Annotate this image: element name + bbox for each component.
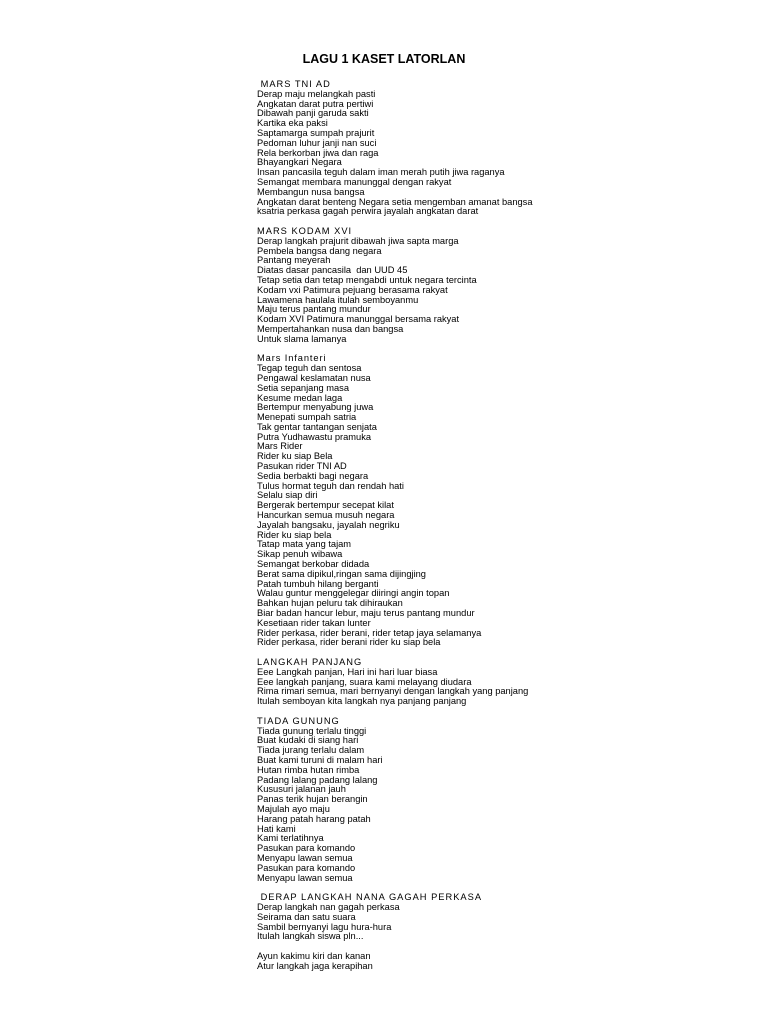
lyric-line: Insan pancasila teguh dalam iman merah putih jiwa raganya — [257, 167, 505, 178]
song-heading: Mars Infanteri — [257, 353, 327, 364]
lyric-line: Hancurkan semua musuh negara — [257, 510, 395, 521]
lyric-line: Menepati sumpah satria — [257, 412, 357, 423]
lyric-line: Pantang meyerah — [257, 255, 331, 266]
lyric-line: Untuk slama lamanya — [257, 333, 347, 344]
lyric-line: Hati kami — [257, 823, 296, 834]
lyric-line: Menyapu lawan semua — [257, 852, 353, 863]
lyric-line: Kodam XVI Patimura manunggal bersama rakyat — [257, 314, 460, 325]
lyric-line: Atur langkah jaga kerapihan — [257, 960, 373, 971]
lyric-line: Semangat berkobar didada — [257, 559, 370, 570]
song-heading: DERAP LANGKAH NANA GAGAH PERKASA — [257, 892, 483, 903]
lyric-line: Harang patah harang patah — [257, 813, 371, 824]
lyric-line: Kesume medan laga — [257, 392, 343, 403]
song-verse-continued — [257, 952, 757, 972]
lyric-line: Tatap mata yang tajam — [257, 539, 352, 550]
lyric-line: Rider ku siap Bela — [257, 451, 333, 462]
lyric-line: Sikap penuh wibawa — [257, 549, 343, 560]
lyric-line: Tak gentar tantangan senjata — [257, 421, 377, 432]
song-tiada-gunung — [257, 717, 757, 884]
lyric-line: Sedia berbakti bagi negara — [257, 470, 369, 481]
lyric-line: Pasukan para komando — [257, 862, 356, 873]
lyric-line: Tetap setia dan tetap mengabdi untuk negara tercinta — [257, 274, 477, 285]
lyric-line: Kususuri jalanan jauh — [257, 784, 346, 795]
lyric-line: Pengawal keslamatan nusa — [257, 372, 371, 383]
lyric-line: ksatria perkasa gagah perwira jayalah angkatan darat — [257, 206, 479, 217]
song-mars-tni-ad — [257, 80, 757, 217]
lyric-line: Jayalah bangsaku, jayalah negriku — [257, 519, 400, 530]
lyric-line: Tiada gunung terlalu tinggi — [257, 725, 367, 736]
song-heading: TIADA GUNUNG — [257, 715, 340, 726]
lyric-line: Rider ku siap bela — [257, 529, 332, 540]
lyric-line: Setia sepanjang masa — [257, 382, 349, 393]
lyric-line: Pasukan para komando — [257, 843, 356, 854]
lyric-line: Bahkan hujan peluru tak dihiraukan — [257, 598, 403, 609]
lyric-line: Diatas dasar pancasila dan UUD 45 — [257, 265, 408, 276]
lyric-line: Tegap teguh dan sentosa — [257, 363, 362, 374]
lyric-line: Berat sama dipikul,ringan sama dijingjing — [257, 568, 426, 579]
lyric-line: Lawamena haulala itulah semboyanmu — [257, 294, 419, 305]
lyric-line: Angkatan darat benteng Negara setia mengemban amanat bangsa — [257, 196, 533, 207]
song-heading: MARS TNI AD — [257, 79, 331, 89]
lyric-line: Padang lalang padang lalang — [257, 774, 378, 785]
lyric-line: Itulah semboyan kita langkah nya panjang panjang — [257, 696, 467, 707]
lyric-line: Eee Langkah panjan, Hari ini hari luar biasa — [257, 666, 438, 677]
document-title: LAGU 1 KASET LATORLAN — [302, 52, 466, 66]
lyrics-body — [257, 80, 757, 981]
lyric-line: Rider perkasa, rider berani, rider tetap jaya selamanya — [257, 627, 482, 638]
lyric-line: Hutan rimba hutan rimba — [257, 764, 360, 775]
lyric-line: Rela berkorban jiwa dan raga — [257, 147, 379, 158]
lyric-line: Saptamarga sumpah prajurit — [257, 127, 375, 138]
song-heading: LANGKAH PANJANG — [257, 657, 363, 668]
lyric-line: Membangun nusa bangsa — [257, 186, 365, 197]
lyric-line: Biar badan hancur lebur, maju terus pantang mundur — [257, 608, 475, 619]
lyric-line: Dibawah panji garuda sakti — [257, 108, 369, 119]
lyric-line: Bergerak bertempur secepat kilat — [257, 500, 394, 511]
lyric-line: Derap langkah prajurit dibawah jiwa sapta marga — [257, 235, 459, 246]
song-mars-infanteri — [257, 354, 757, 648]
lyric-line: Bertempur menyabung juwa — [257, 402, 374, 413]
lyric-line: Pasukan rider TNI AD — [257, 461, 347, 472]
lyric-line: Putra Yudhawastu pramuka — [257, 431, 372, 442]
lyric-line: Semangat membara manunggal dengan rakyat — [257, 176, 452, 187]
lyric-line: Tulus hormat teguh dan rendah hati — [257, 480, 404, 491]
lyric-line: Mars Rider — [257, 441, 303, 452]
lyric-line: Sambil bernyanyi lagu hura-hura — [257, 921, 392, 932]
lyric-line: Rima rimari semua, mari bernyanyi dengan langkah yang panjang — [257, 686, 529, 697]
lyric-line: Ayun kakimu kiri dan kanan — [257, 950, 371, 961]
lyric-line: Maju terus pantang mundur — [257, 304, 371, 315]
lyric-line: Mempertahankan nusa dan bangsa — [257, 323, 404, 334]
song-heading: MARS KODAM XVI — [257, 225, 353, 236]
lyric-line: Menyapu lawan semua — [257, 872, 353, 883]
lyric-line: Buat kudaki di siang hari — [257, 735, 359, 746]
lyric-line: Pembela bangsa dang negara — [257, 245, 382, 256]
lyric-line: Angkatan darat putra pertiwi — [257, 98, 374, 109]
song-langkah-panjang — [257, 658, 757, 707]
lyric-line: Derap langkah nan gagah perkasa — [257, 901, 400, 912]
lyric-line: Kodam vxi Patimura pejuang berasama rakyat — [257, 284, 448, 295]
lyric-line: Derap maju melangkah pasti — [257, 88, 376, 99]
lyric-line: Eee langkah panjang, suara kami melayang diudara — [257, 676, 472, 687]
lyric-line: Kami terlatihnya — [257, 833, 324, 844]
song-mars-kodam-xvi — [257, 227, 757, 345]
lyric-line: Patah tumbuh hilang berganti — [257, 578, 379, 589]
lyric-line: Tiada jurang terlalu dalam — [257, 745, 365, 756]
lyric-line: Buat kami turuni di malam hari — [257, 754, 383, 765]
lyric-line: Rider perkasa, rider berani rider ku siap bela — [257, 637, 441, 648]
lyric-line: Pedoman luhur janji nan suci — [257, 137, 377, 148]
lyric-line: Panas terik hujan berangin — [257, 794, 368, 805]
lyric-line: Majulah ayo maju — [257, 803, 330, 814]
lyric-line: Kesetiaan rider takan lunter — [257, 617, 371, 628]
lyric-line: Itulah langkah siswa pln... — [257, 931, 364, 942]
lyric-line: Kartika eka paksi — [257, 118, 328, 129]
lyric-line: Walau guntur menggelegar diiringi angin topan — [257, 588, 450, 599]
song-derap-langkah — [257, 893, 757, 942]
lyric-line: Bhayangkari Negara — [257, 157, 342, 168]
lyric-line: Selalu siap diri — [257, 490, 318, 501]
lyric-line: Seirama dan satu suara — [257, 911, 356, 922]
